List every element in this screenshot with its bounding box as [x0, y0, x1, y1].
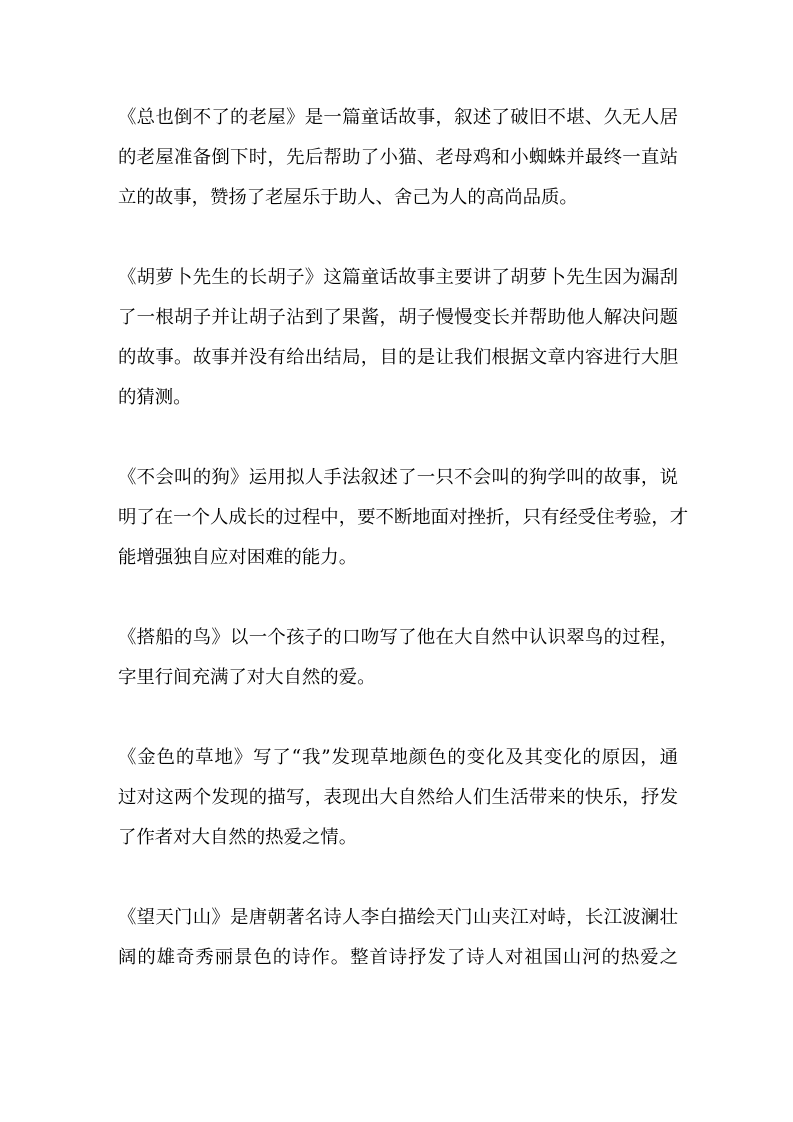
text-line: 字里行间充满了对大自然的爱。	[118, 667, 376, 688]
paragraph-old-house	[118, 98, 678, 218]
text-line: 《不会叫的狗》运用拟人手法叙述了一只不会叫的狗学叫的故事，说	[118, 467, 678, 488]
text-line: 《总也倒不了的老屋》是一篇童话故事，叙述了破旧不堪、久无人居	[118, 107, 678, 128]
paragraph-boat-bird	[118, 618, 678, 698]
text-line: 了一根胡子并让胡子沾到了果酱，胡子慢慢变长并帮助他人解决问题	[118, 307, 678, 328]
text-line: 能增强独自应对困难的能力。	[118, 547, 358, 568]
text-line: 《胡萝卜先生的长胡子》这篇童话故事主要讲了胡萝卜先生因为漏刮	[118, 267, 678, 288]
text-line: 的老屋准备倒下时，先后帮助了小猫、老母鸡和小蜘蛛并最终一直站	[118, 147, 678, 168]
text-line: 了作者对大自然的热爱之情。	[118, 827, 358, 848]
text-line: 明了在一个人成长的过程中，要不断地面对挫折，只有经受住考验，才	[118, 507, 689, 528]
text-line: 的猜测。	[118, 387, 192, 408]
text-line: 《金色的草地》写了“我”发现草地颜色的变化及其变化的原因，通	[118, 747, 678, 768]
text-line: 过对这两个发现的描写，表现出大自然给人们生活带来的快乐，抒发	[118, 787, 678, 808]
text-line: 的故事。故事并没有给出结局，目的是让我们根据文章内容进行大胆	[118, 347, 678, 368]
text-line: 阔的雄奇秀丽景色的诗作。整首诗抒发了诗人对祖国山河的热爱之	[118, 947, 678, 968]
paragraph-golden-meadow	[118, 738, 678, 858]
text-line: 《搭船的鸟》以一个孩子的口吻写了他在大自然中认识翠鸟的过程，	[118, 627, 678, 648]
document-body	[118, 98, 689, 1018]
paragraph-silent-dog	[118, 458, 689, 578]
paragraph-tianmen-mountain	[118, 898, 678, 978]
paragraph-carrot-beard	[118, 258, 678, 418]
text-line: 立的故事，赞扬了老屋乐于助人、舍己为人的高尚品质。	[118, 187, 578, 208]
text-line: 《望天门山》是唐朝著名诗人李白描绘天门山夹江对峙，长江波澜壮	[118, 907, 678, 928]
